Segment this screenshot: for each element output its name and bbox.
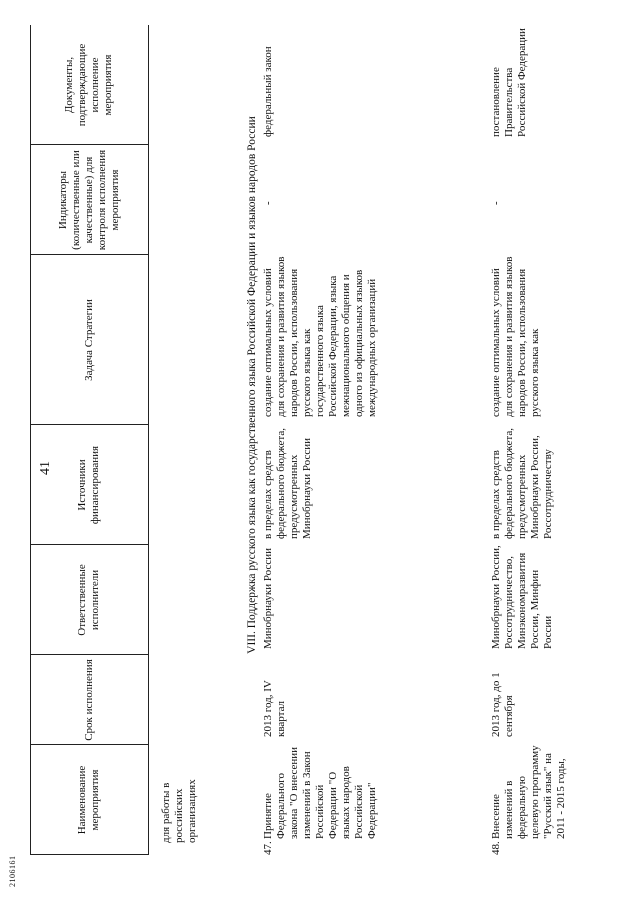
row-47-name: Принятие Федерального закона "О внесении изменений в Закон Российской Федерации "О языках народов Российской Федерации" — [262, 746, 378, 839]
row-47-funding: в пределах средств федерального бюджета, предусмотренных Минобрнауки России — [262, 428, 313, 539]
page-number: 41 — [38, 461, 53, 475]
header-indicators: Индикаторы (количественные или качественные) для контроля исполнения мероприятия — [56, 149, 121, 251]
header-executors: Ответственные исполнители — [76, 564, 101, 636]
row-47-indicators: - — [262, 201, 274, 205]
header-task: Задача Стратегии — [82, 299, 95, 381]
header-term: Срок исполнения — [82, 659, 95, 741]
row-number: 47. — [262, 841, 274, 855]
row-48-indicators: - — [490, 201, 502, 205]
column-divider — [30, 254, 148, 255]
column-divider — [30, 744, 148, 745]
document-code: 2106161 — [8, 855, 17, 887]
row-48-funding: в пределах средств федерального бюджета, предусмотренных Минобрнауки России, Россотрудничеству — [490, 428, 554, 539]
column-divider — [30, 654, 148, 655]
row-number: 48. — [490, 841, 502, 855]
row-48-documents: постановление Правительства Российской Федерации — [490, 28, 528, 137]
column-divider — [30, 544, 148, 545]
header-documents: Документы, подтверждающие исполнение мероприятия — [63, 43, 114, 127]
column-divider — [30, 144, 148, 145]
table-header-bottom-border — [148, 25, 149, 855]
section-title: VIII. Поддержка русского языка как государственного языка Российской Федерации и языков народов России — [246, 116, 258, 654]
carryover-text: для работы в российских организациях — [160, 779, 198, 843]
row-48-term: 2013 год, до 1 сентября — [490, 672, 515, 737]
column-divider — [30, 854, 148, 855]
row-48-executors: Минобрнауки России, Россотрудничество, Минэкономразвития России, Минфин России — [490, 545, 554, 649]
row-47-executors: Минобрнауки России — [262, 548, 274, 649]
row-48-task: создание оптимальных условий для сохранения и развития языков народов России, использования русского языка как — [490, 256, 541, 417]
table-top-border — [30, 25, 31, 855]
row-47-documents: федеральный закон — [262, 46, 274, 137]
row-47-task: создание оптимальных условий для сохранения и развития языков народов России, использования русского языка как государственного языка Российской Федерации, языка межнационального общения и одного из официальных языков международных организаций — [262, 256, 378, 417]
column-divider — [30, 424, 148, 425]
header-funding: Источники финансирования — [76, 445, 101, 525]
row-48-name: Внесение изменений в федеральную целевую программу "Русский язык" на 2011 - 2015 годы, — [490, 745, 567, 839]
row-47-term: 2013 год, IV квартал — [262, 680, 287, 737]
header-name: Наименование мероприятия — [76, 765, 101, 835]
